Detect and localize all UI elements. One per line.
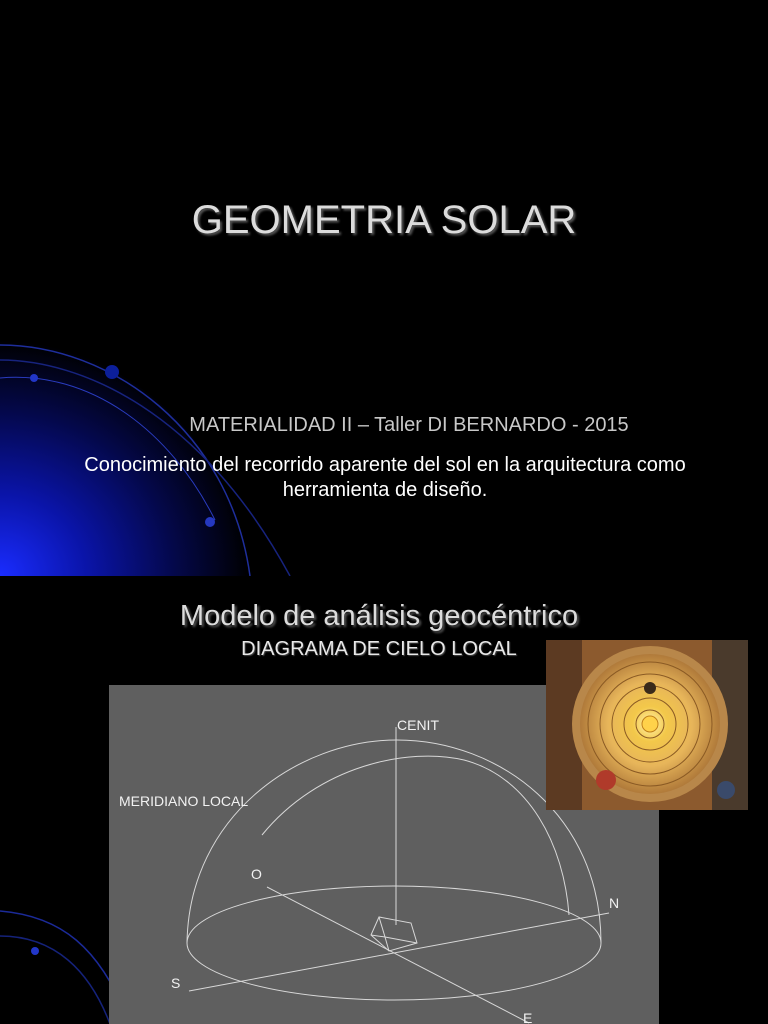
label-oeste: O — [251, 866, 262, 882]
slide-description: Conocimiento del recorrido aparente del sol en la arquitectura como herramienta de diseño. — [84, 454, 686, 501]
copernican-system-illustration — [546, 640, 748, 810]
slide-title-text: Modelo de análisis geocéntrico — [179, 600, 579, 632]
slide-subtitle: DIAGRAMA DE CIELO LOCAL — [241, 638, 517, 660]
slide-title-text: GEOMETRIA SOLAR — [191, 198, 577, 242]
slide-subtitle: MATERIALIDAD II – Taller DI BERNARDO - 2015 — [189, 414, 629, 436]
copernican-system-icon — [546, 640, 748, 810]
label-meridiano-local: MERIDIANO LOCAL — [119, 793, 249, 809]
label-este: E — [523, 1010, 533, 1024]
label-norte: N — [609, 895, 620, 911]
label-sur: S — [171, 975, 181, 991]
label-cenit: CENIT — [397, 717, 439, 733]
slide-geocentric-model — [0, 576, 768, 1024]
